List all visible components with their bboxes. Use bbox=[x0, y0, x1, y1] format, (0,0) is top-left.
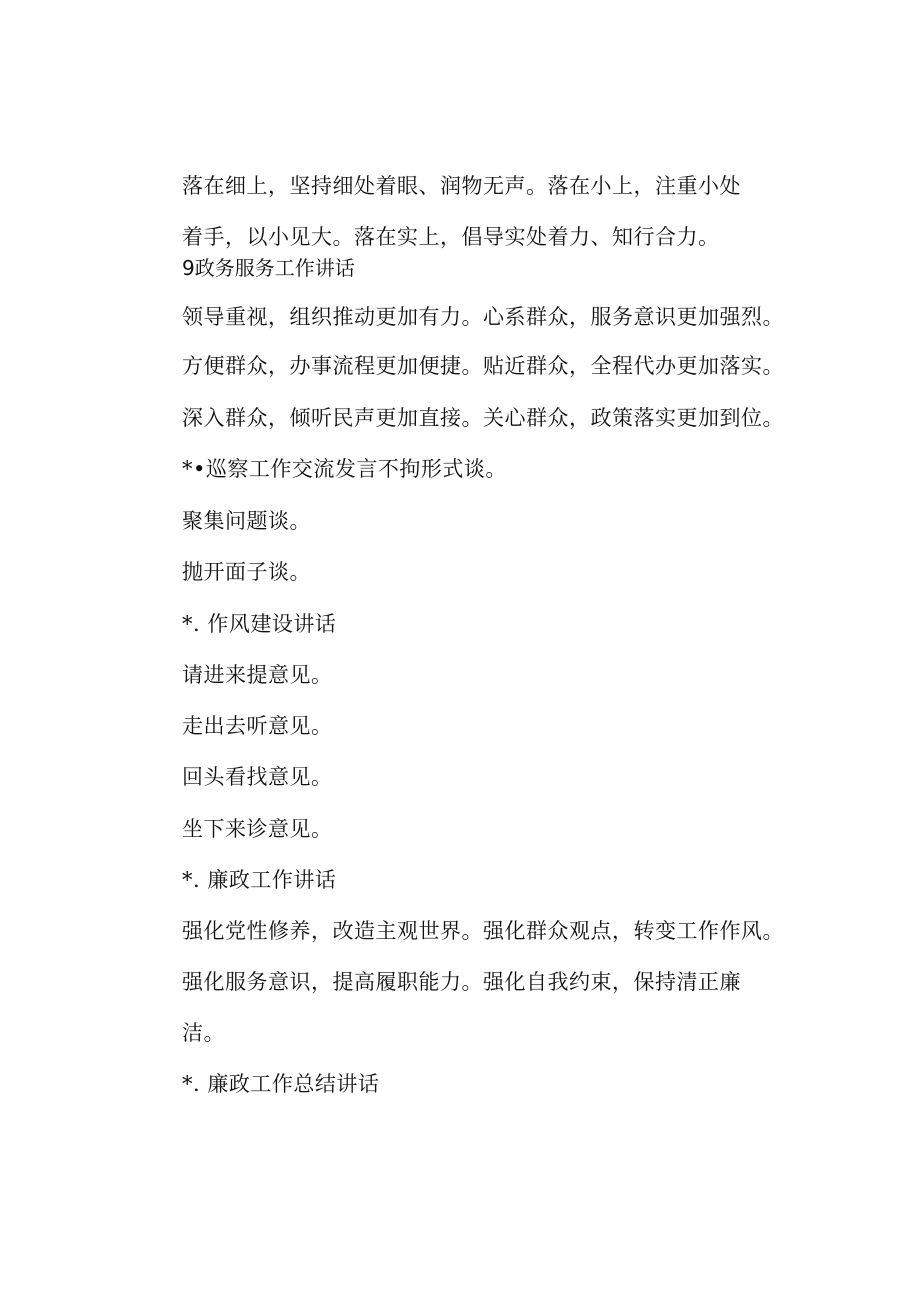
paragraph-line: 强化服务意识，提高履职能力。强化自我约束，保持清正廉 bbox=[182, 970, 741, 994]
section-heading: *•巡察工作交流发言不拘形式谈。 bbox=[182, 457, 507, 481]
paragraph-line: 强化党性修养，改造主观世界。强化群众观点，转变工作作风。 bbox=[182, 919, 784, 943]
paragraph-line: 深入群众，倾听民声更加直接。关心群众，政策落实更加到位。 bbox=[182, 406, 784, 430]
section-heading: *. 廉政工作总结讲话 bbox=[182, 1072, 380, 1096]
paragraph-line: 走出去听意见。 bbox=[182, 714, 333, 738]
section-heading: *. 作风建设讲话 bbox=[182, 612, 337, 636]
paragraph-line: 方便群众，办事流程更加便捷。贴近群众，全程代办更加落实。 bbox=[182, 354, 784, 378]
paragraph-line: 洁。 bbox=[182, 1021, 225, 1045]
paragraph-line: 回头看找意见。 bbox=[182, 765, 333, 789]
paragraph-line: 抛开面子谈。 bbox=[182, 560, 311, 584]
section-heading: 9政务服务工作讲话 bbox=[182, 256, 355, 280]
paragraph-line: 落在细上，坚持细处着眼、润物无声。落在小上，注重小处 bbox=[182, 174, 741, 198]
paragraph-line: 领导重视，组织推动更加有力。心系群众，服务意识更加强烈。 bbox=[182, 305, 784, 329]
paragraph-line: 请进来提意见。 bbox=[182, 663, 333, 687]
section-heading: *. 廉政工作讲话 bbox=[182, 868, 337, 892]
paragraph-line: 着手，以小见大。落在实上，倡导实处着力、知行合力。 bbox=[182, 225, 720, 249]
paragraph-line: 坐下来诊意见。 bbox=[182, 817, 333, 841]
paragraph-line: 聚集问题谈。 bbox=[182, 509, 311, 533]
